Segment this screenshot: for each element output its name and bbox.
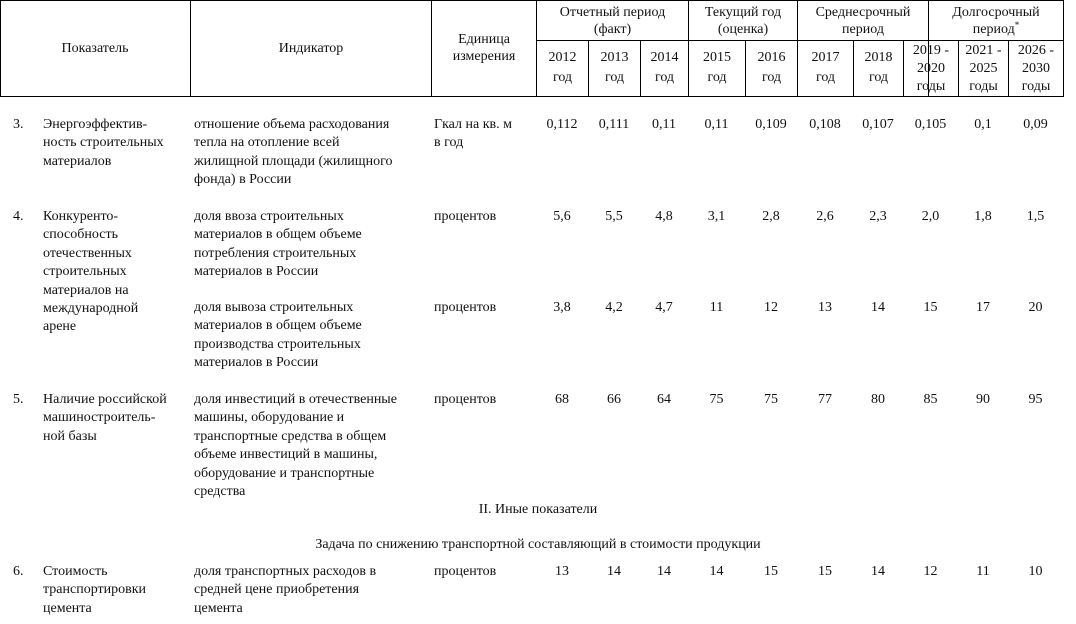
- value-cell: 12: [764, 300, 778, 315]
- header-year: 2017 год: [811, 50, 840, 85]
- value-cell: 4,2: [605, 300, 623, 315]
- value-cell: 0,107: [862, 117, 894, 132]
- value-cell: 0,11: [704, 117, 729, 132]
- row-measure: доля транспортных расходов в средней цене приобретения цемента: [194, 564, 377, 616]
- header-year: 2015 год: [703, 50, 731, 85]
- header-year: 2021 - 2025 годы: [965, 42, 1002, 94]
- value-cell: 66: [607, 392, 621, 407]
- row-measure: доля ввоза строительных материалов в общем объеме потребления строительных материалов в России: [194, 209, 362, 280]
- value-cell: 90: [976, 392, 990, 407]
- table-header: [0, 0, 1076, 97]
- row-number: 4.: [13, 209, 24, 224]
- value-cell: 11: [709, 300, 724, 315]
- footnote-mark: *: [1014, 20, 1020, 30]
- value-cell: 15: [923, 300, 938, 315]
- header-group-reported: Отчетный период (факт): [559, 5, 666, 37]
- value-cell: 14: [607, 564, 621, 579]
- value-cell: 4,8: [655, 209, 673, 224]
- header-group-medium: Среднесрочный период: [815, 5, 911, 37]
- value-cell: 1,5: [1026, 209, 1045, 224]
- row-unit: процентов: [434, 392, 497, 407]
- row-unit: Гкал на кв. м в год: [434, 117, 512, 151]
- value-cell: 14: [657, 564, 671, 579]
- value-cell: 5,6: [553, 209, 571, 224]
- header-year: 2018 год: [864, 50, 893, 85]
- value-cell: 17: [976, 300, 990, 315]
- row-number: 5.: [13, 392, 24, 407]
- value-cell: 95: [1028, 392, 1043, 407]
- task-title: Задача по снижению транспортной составляющий в стоимости продукции: [315, 537, 761, 552]
- value-cell: 2,3: [869, 209, 887, 224]
- value-cell: 2,6: [816, 209, 834, 224]
- value-cell: 13: [818, 300, 832, 315]
- header-group-long: Долгосрочный период*: [952, 5, 1040, 37]
- value-cell: 75: [709, 392, 724, 407]
- value-cell: 0,111: [598, 117, 630, 132]
- value-cell: 0,105: [914, 117, 947, 132]
- row-indicator-name: Стоимость транспортировки цемента: [43, 564, 147, 616]
- header-year: 2012 год: [548, 50, 577, 85]
- value-cell: 75: [764, 392, 778, 407]
- row-indicator-name: Наличие российской машиностроитель- ной базы: [43, 392, 167, 444]
- row-unit: процентов: [434, 300, 497, 315]
- value-cell: 15: [818, 564, 832, 579]
- value-cell: 1,8: [974, 209, 992, 224]
- row-measure: доля инвестиций в отечественные машины, оборудование и транспортные средства в общем объеме инвестиций в машины, оборудование и транспортные средства: [194, 392, 397, 500]
- value-cell: 0,108: [809, 117, 841, 132]
- value-cell: 11: [976, 564, 990, 579]
- value-cell: 0,09: [1023, 117, 1048, 132]
- value-cell: 2,0: [921, 209, 940, 224]
- header-group-current: Текущий год (оценка): [704, 5, 782, 37]
- header-unit: Единица измерения: [452, 32, 516, 64]
- row-number: 3.: [13, 117, 24, 132]
- value-cell: 77: [818, 392, 832, 407]
- value-cell: 15: [764, 564, 778, 579]
- row-measure: отношение объема расходования тепла на отопление всей жилищной площади (жилищного фонда) в России: [194, 117, 393, 188]
- row-indicator-name: Энергоэффектив- ность строительных материалов: [43, 117, 164, 169]
- value-cell: 5,5: [605, 209, 623, 224]
- value-cell: 0,109: [755, 117, 787, 132]
- header-year: 2026 - 2030 годы: [1017, 42, 1055, 94]
- row-measure: доля вывоза строительных материалов в общем объеме производства строительных материалов в России: [194, 300, 362, 371]
- value-cell: 3,8: [553, 300, 571, 315]
- header-indicator: Показатель: [61, 40, 129, 56]
- value-cell: 80: [871, 392, 885, 407]
- value-cell: 85: [923, 392, 938, 407]
- value-cell: 0,1: [974, 117, 992, 132]
- value-cell: 2,8: [762, 209, 780, 224]
- header-year: 2019 - 2020 годы: [912, 42, 950, 94]
- value-cell: 14: [709, 564, 724, 579]
- header-year: 2016 год: [757, 50, 786, 85]
- value-cell: 68: [555, 392, 569, 407]
- row-unit: процентов: [434, 209, 497, 224]
- value-cell: 0,11: [652, 117, 676, 132]
- row-unit: процентов: [434, 564, 497, 579]
- header-year: 2014 год: [650, 50, 679, 85]
- value-cell: 20: [1028, 300, 1043, 315]
- value-cell: 10: [1028, 564, 1043, 579]
- section-title: II. Иные показатели: [478, 502, 598, 517]
- value-cell: 12: [923, 564, 938, 579]
- value-cell: 64: [657, 392, 671, 407]
- value-cell: 0,112: [546, 117, 578, 132]
- row-indicator-name: Конкуренто- способность отечественных строительных материалов на международной арене: [43, 209, 139, 335]
- header-measure: Индикатор: [278, 40, 344, 56]
- value-cell: 3,1: [707, 209, 726, 224]
- row-number: 6.: [13, 564, 24, 579]
- value-cell: 4,7: [655, 300, 673, 315]
- value-cell: 14: [871, 300, 885, 315]
- header-year: 2013 год: [600, 50, 629, 85]
- value-cell: 13: [555, 564, 569, 579]
- value-cell: 14: [871, 564, 885, 579]
